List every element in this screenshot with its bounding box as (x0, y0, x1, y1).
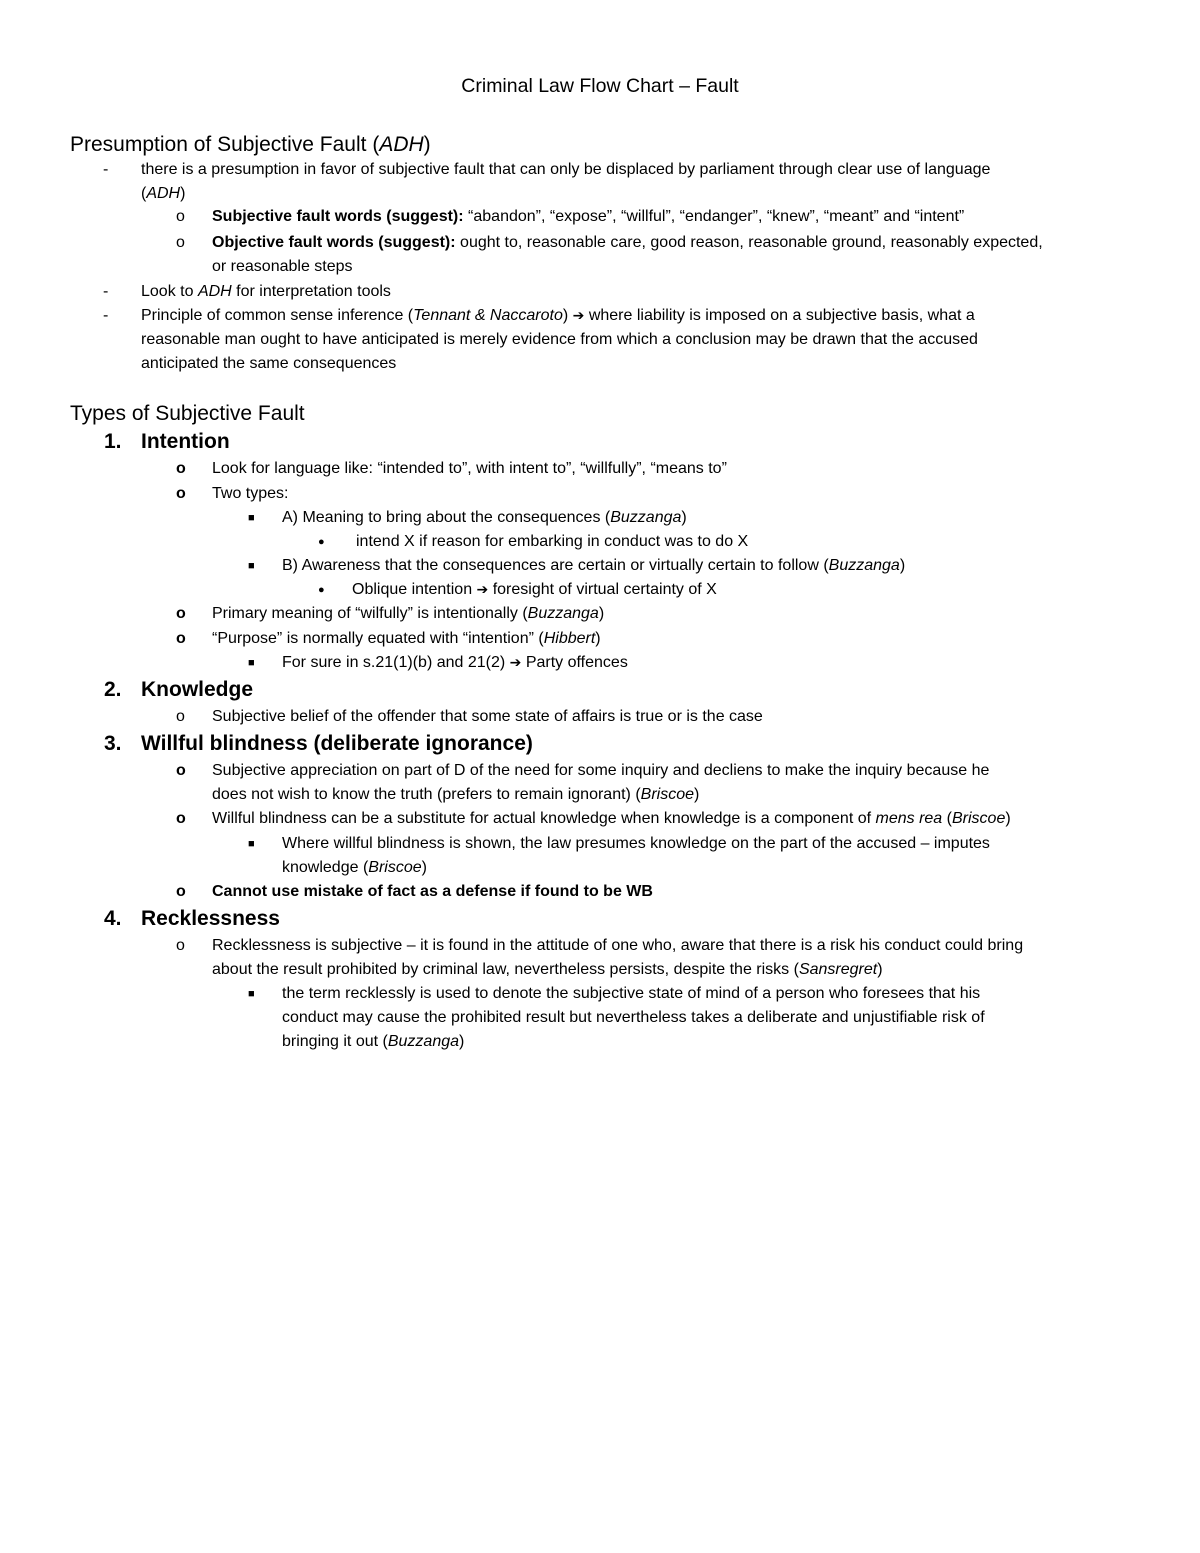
intention-item-4: “Purpose” is normally equated with “intention” (Hibbert) (212, 630, 601, 647)
dash-marker: - (103, 283, 109, 300)
intention-item-4a: For sure in s.21(1)(b) and 21(2) ➔ Party offences (282, 654, 628, 671)
heading-recklessness: 4. Recklessness (104, 907, 280, 930)
willful-item-2a-cont: knowledge (Briscoe) (282, 859, 427, 876)
objective-fault-words: Objective fault words (suggest): ought to, reasonable care, good reason, reasonable ground, reasonably expected, (212, 234, 1043, 251)
o-marker: o (176, 810, 186, 827)
presumption-bullet-3-cont: anticipated the same consequences (141, 355, 397, 372)
document-title: Criminal Law Flow Chart – Fault (461, 75, 739, 97)
square-marker: ■ (248, 988, 255, 1000)
willful-item-1: Subjective appreciation on part of D of the need for some inquiry and decliens to make the inquiry because he (212, 762, 990, 779)
heading-knowledge: 2. Knowledge (104, 678, 254, 701)
willful-item-2a: Where willful blindness is shown, the law presumes knowledge on the part of the accused – imputes (282, 835, 990, 852)
square-marker: ■ (248, 657, 255, 669)
willful-item-3: Cannot use mistake of fact as a defense if found to be WB (212, 883, 653, 900)
willful-item-2: Willful blindness can be a substitute for actual knowledge when knowledge is a component of mens rea (Briscoe) (212, 810, 1011, 827)
recklessness-item-1: Recklessness is subjective – it is found in the attitude of one who, aware that there is a risk his conduct could bring (212, 937, 1024, 954)
presumption-bullet-1-cont: (ADH) (141, 185, 186, 202)
o-marker: o (176, 630, 186, 647)
bullet-marker: ● (318, 536, 325, 548)
recklessness-item-1a: the term recklessly is used to denote the subjective state of mind of a person who foresees that his (282, 985, 981, 1002)
dash-marker: - (103, 307, 109, 324)
square-marker: ■ (248, 838, 255, 850)
o-marker: o (176, 460, 186, 477)
o-marker: o (176, 605, 186, 622)
heading-intention: 1. Intention (104, 430, 230, 453)
intention-item-3: Primary meaning of “wilfully” is intentionally (Buzzanga) (212, 605, 605, 622)
o-marker: o (176, 708, 185, 725)
arrow-icon: ➔ (572, 308, 585, 324)
willful-item-1-cont: does not wish to know the truth (prefers to remain ignorant) (Briscoe) (212, 786, 700, 803)
dash-marker: - (103, 161, 109, 178)
presumption-bullet-1: there is a presumption in favor of subjective fault that can only be displaced by parliament through clear use of language (141, 161, 991, 178)
recklessness-item-1-cont: about the result prohibited by criminal law, nevertheless persists, despite the risks (Sansregret) (212, 961, 883, 978)
recklessness-item-1a-cont: conduct may cause the prohibited result but nevertheless takes a deliberate and unjustifiable risk of (282, 1009, 985, 1026)
o-marker: o (176, 937, 185, 954)
recklessness-item-1a-cont: bringing it out (Buzzanga) (282, 1033, 465, 1050)
o-marker: o (176, 762, 186, 779)
arrow-icon: ➔ (476, 582, 489, 598)
presumption-bullet-3: Principle of common sense inference (Tennant & Naccaroto) ➔ where liability is imposed on a subjective basis, what a (141, 307, 975, 324)
o-marker: o (176, 485, 186, 502)
o-marker: o (176, 883, 186, 900)
o-marker: o (176, 208, 185, 225)
bullet-marker: ● (318, 584, 325, 596)
square-marker: ■ (248, 560, 255, 572)
intention-item-2b-1: Oblique intention ➔ foresight of virtual certainty of X (352, 581, 717, 598)
intention-item-1: Look for language like: “intended to”, with intent to”, “willfully”, “means to” (212, 460, 727, 477)
intention-item-2: Two types: (212, 485, 289, 502)
intention-item-2a: A) Meaning to bring about the consequences (Buzzanga) (282, 509, 687, 526)
intention-item-2b: B) Awareness that the consequences are certain or virtually certain to follow (Buzzanga) (282, 557, 906, 574)
presumption-bullet-3-cont: reasonable man ought to have anticipated is merely evidence from which a conclusion may be drawn that the accused (141, 331, 978, 348)
o-marker: o (176, 234, 185, 251)
presumption-bullet-2: Look to ADH for interpretation tools (141, 283, 391, 300)
square-marker: ■ (248, 512, 255, 524)
section-heading-types: Types of Subjective Fault (70, 402, 305, 425)
objective-fault-words-cont: or reasonable steps (212, 258, 353, 275)
knowledge-item-1: Subjective belief of the offender that some state of affairs is true or is the case (212, 708, 763, 725)
heading-willful-blindness: 3. Willful blindness (deliberate ignorance) (104, 732, 533, 755)
arrow-icon: ➔ (509, 655, 522, 671)
section-heading-presumption: Presumption of Subjective Fault (ADH) (70, 133, 431, 156)
intention-item-2a-1: intend X if reason for embarking in conduct was to do X (356, 533, 749, 550)
subjective-fault-words: Subjective fault words (suggest): “abandon”, “expose”, “willful”, “endanger”, “knew”, “meant” and “intent” (212, 208, 965, 225)
